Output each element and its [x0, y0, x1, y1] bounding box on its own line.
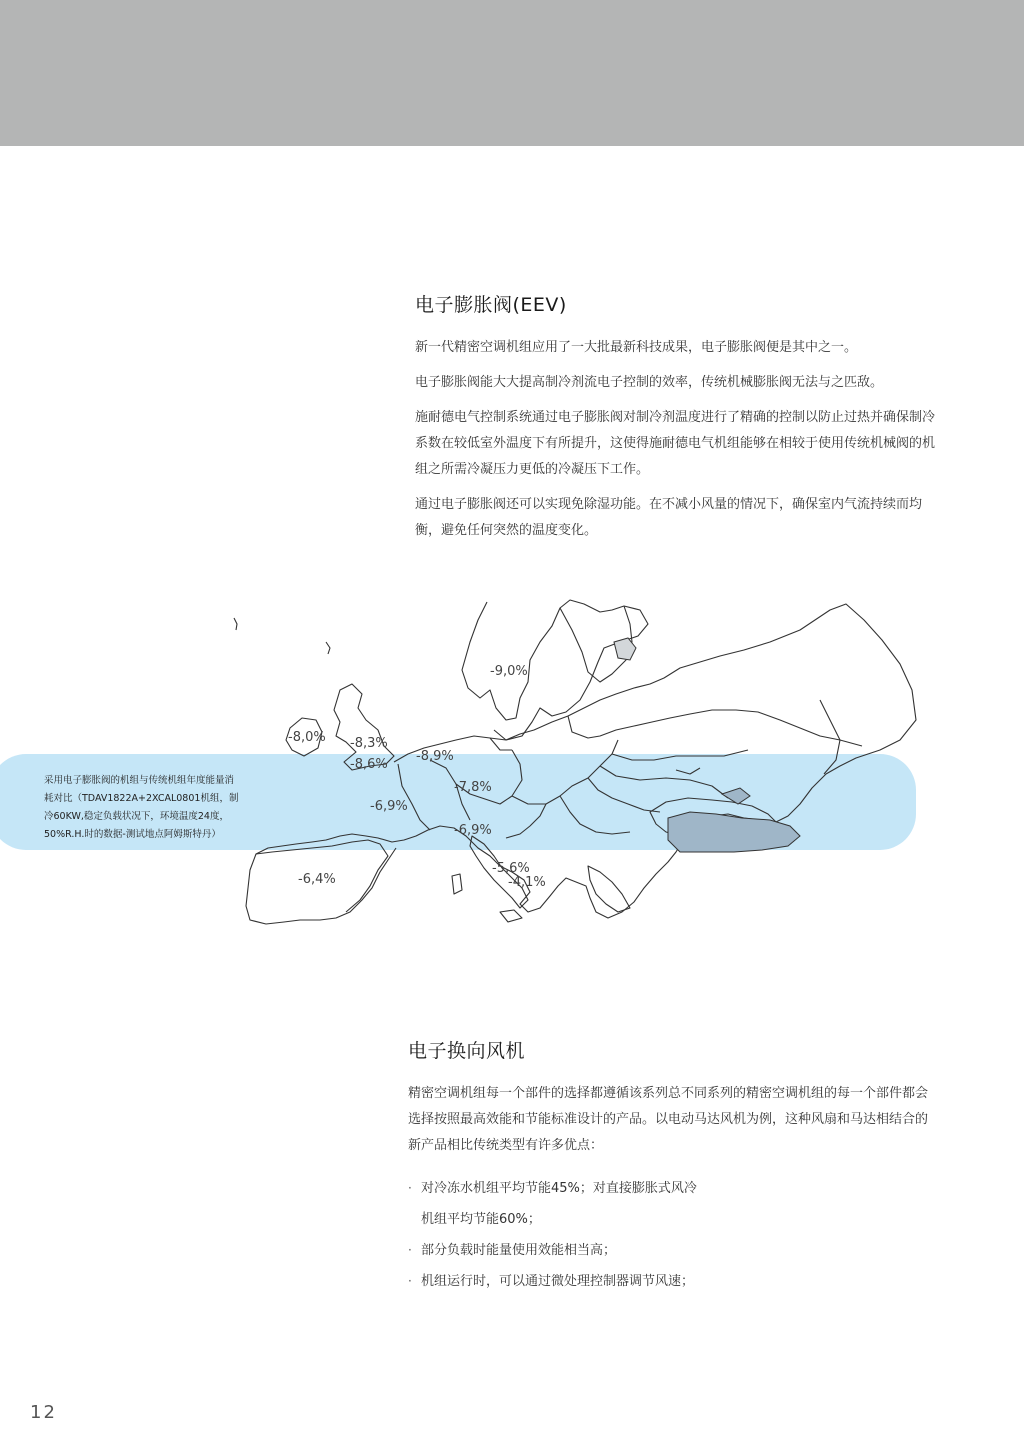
- bullet-dot-icon: ·: [408, 1243, 412, 1257]
- list-item-text: 对冷冻水机组平均节能45%；对直接膨胀式风冷: [421, 1181, 697, 1196]
- list-item: [408, 1266, 938, 1297]
- label-benelux: -8,9%: [416, 749, 454, 764]
- top-gray-band: [0, 0, 1024, 146]
- greece-outline: [588, 866, 630, 912]
- ec-advantages-list: [408, 1173, 938, 1297]
- shaded-region-north: [614, 638, 636, 660]
- list-item-text: 机组运行时，可以通过微处理控制器调节风速；: [421, 1274, 695, 1289]
- map-caption: 采用电子膨胀阀的机组与传统机组年度能量消耗对比（TDAV1822A+2XCAL0801机组，制冷60KW,稳定负载状况下，环境温度24度，50%R.H.时的数据-测试地点阿姆斯特丹）: [44, 775, 239, 840]
- section-ec-title: 电子换向风机: [408, 1040, 526, 1062]
- label-alps: -6,9%: [454, 823, 492, 838]
- label-uk-north: -8,3%: [350, 736, 388, 751]
- eev-paragraph-4: 通过电子膨胀阀还可以实现免除湿功能。在不减小风量的情况下，确保室内气流持续而均衡，避免任何突然的温度变化。: [415, 497, 923, 538]
- section-eev-title: 电子膨胀阀(EEV): [415, 294, 567, 316]
- faroe-spot: [326, 642, 330, 654]
- list-item: [408, 1235, 938, 1266]
- list-item-text: 部分负载时能量使用效能相当高；: [421, 1243, 617, 1258]
- section-ec-fan: [408, 1036, 938, 1297]
- label-scandinavia: -9,0%: [490, 664, 528, 679]
- label-italy-south: -4,1%: [508, 875, 546, 890]
- section-eev: [415, 290, 935, 553]
- list-item-text-cont: 机组平均节能60%；: [421, 1212, 541, 1227]
- sardinia-outline: [452, 874, 462, 894]
- label-italy-central: -5,6%: [492, 861, 530, 876]
- label-germany: -7,8%: [454, 780, 492, 795]
- eev-paragraph-2: 电子膨胀阀能大大提高制冷剂流电子控制的效率，传统机械膨胀阀无法与之匹敌。: [415, 375, 884, 390]
- sicily-outline: [500, 910, 522, 922]
- label-ireland: -8,0%: [288, 730, 326, 745]
- page-number: 12: [30, 1402, 57, 1423]
- europe-map: [0, 590, 1024, 950]
- eev-paragraph-1: 新一代精密空调机组应用了一大批最新科技成果，电子膨胀阀便是其中之一。: [415, 340, 858, 355]
- label-uk-south: -8,6%: [350, 757, 388, 772]
- label-spain: -6,4%: [298, 872, 336, 887]
- list-item: [408, 1173, 938, 1235]
- ec-paragraph-1: 精密空调机组每一个部件的选择都遵循该系列总不同系列的精密空调机组的每一个部件都会选择按照最高效能和节能标准设计的产品。以电动马达风机为例，这种风扇和马达相结合的新产品相比传统类型有许多优点：: [408, 1086, 929, 1153]
- island-spot: [234, 618, 237, 630]
- bullet-dot-icon: ·: [408, 1181, 412, 1195]
- bullet-dot-icon: ·: [408, 1274, 412, 1288]
- eev-paragraph-3: 施耐德电气控制系统通过电子膨胀阀对制冷剂温度进行了精确的控制以防止过热并确保制冷系数在较低室外温度下有所提升，这使得施耐德电气机组能够在相较于使用传统机械阀的机组之所需冷凝压力更低的冷凝压下工作。: [415, 410, 936, 477]
- label-france: -6,9%: [370, 799, 408, 814]
- europe-map-figure: [0, 590, 1024, 950]
